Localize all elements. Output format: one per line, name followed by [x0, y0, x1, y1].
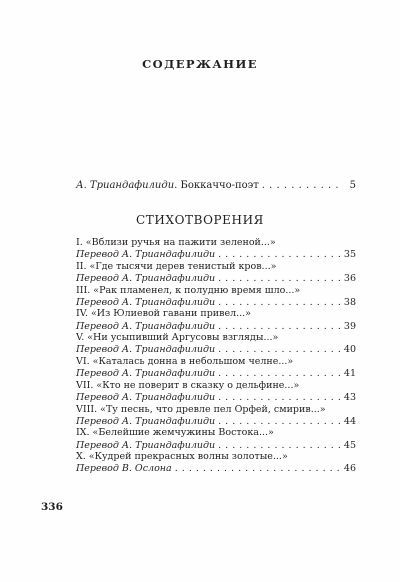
- poem-translator: Перевод А. Триандафилиди: [76, 344, 216, 356]
- poem-page-number: 40: [343, 344, 356, 356]
- poem-translator: Перевод А. Триандафилиди: [76, 415, 216, 427]
- essay-page-number: 5: [349, 180, 356, 191]
- dot-leader: [175, 463, 341, 475]
- dot-leader: [218, 440, 341, 452]
- dot-leader: [218, 392, 341, 404]
- poem-translator: Перевод А. Триандафилиди: [76, 296, 216, 308]
- toc-entry-poem[interactable]: [76, 332, 356, 357]
- poem-title: V. «Ни усыпивший Аргусовы взгляды...»: [76, 332, 279, 344]
- essay-title: . Боккаччо-поэт: [174, 180, 259, 191]
- dot-leader: [218, 249, 341, 261]
- poem-title: VII. «Кто не поверит в сказку о дельфине...»: [76, 379, 300, 391]
- poem-translator: Перевод А. Триандафилиди: [76, 320, 216, 332]
- poem-page-number: 36: [343, 273, 356, 285]
- poem-translator: Перевод А. Триандафилиди: [76, 368, 216, 380]
- poem-translator: Перевод А. Триандафилиди: [76, 439, 216, 451]
- poem-page-number: 46: [343, 463, 356, 475]
- folio-page-number: 336: [41, 501, 63, 513]
- dot-leader: [218, 321, 341, 333]
- page-title: СОДЕРЖАНИЕ: [142, 57, 258, 71]
- poem-title: II. «Где тысячи дерев тенистый кров...»: [76, 260, 277, 272]
- essay-label: [76, 179, 259, 193]
- toc-entry-poem[interactable]: [76, 237, 356, 262]
- poem-translator: Перевод А. Триандафилиди: [76, 273, 216, 285]
- poem-translator: Перевод А. Триандафилиди: [76, 392, 216, 404]
- dot-leader: [262, 179, 341, 193]
- toc-entry-essay[interactable]: [76, 179, 356, 193]
- toc-entry-poem[interactable]: [76, 380, 356, 405]
- dot-leader: [218, 368, 341, 380]
- poem-title: I. «Вблизи ручья на пажити зеленой...»: [76, 237, 276, 248]
- poem-page-number: 44: [343, 415, 356, 427]
- poem-page-number: 43: [343, 392, 356, 404]
- section-title: СТИХОТВОРЕНИЯ: [136, 213, 264, 227]
- poem-title: VI. «Каталась донна в небольшом челне...»: [76, 356, 294, 367]
- toc-entry-poem[interactable]: [76, 404, 356, 429]
- poem-title: III. «Рак пламенел, к полудню время шло...»: [76, 284, 301, 296]
- poem-page-number: 41: [343, 368, 356, 380]
- toc-entry-poem[interactable]: [76, 451, 356, 476]
- poem-page-number: 35: [343, 249, 356, 261]
- dot-leader: [218, 416, 341, 428]
- toc-entry-poem[interactable]: [76, 308, 356, 333]
- poem-page-number: 39: [343, 320, 356, 332]
- poem-page-number: 38: [343, 296, 356, 308]
- poem-page-number: 45: [343, 439, 356, 451]
- poem-translator: Перевод А. Триандафилиди: [76, 249, 216, 261]
- poem-title: IV. «Из Юлиевой гавани привел...»: [76, 308, 251, 320]
- toc-entry-poem[interactable]: [76, 356, 356, 381]
- poem-title: X. «Кудрей прекрасных волны золотые...»: [76, 451, 288, 463]
- dot-leader: [218, 273, 341, 285]
- poem-title: IX. «Белейшие жемчужины Востока...»: [76, 427, 274, 439]
- toc-entry-poem[interactable]: [76, 261, 356, 286]
- toc-entry-poem[interactable]: [76, 285, 356, 310]
- poem-translator: Перевод В. Ослона: [76, 463, 172, 475]
- dot-leader: [218, 344, 341, 356]
- essay-author: А. Триандафилиди: [76, 180, 175, 191]
- poem-title: VIII. «Ту песнь, что древле пел Орфей, смирив...»: [76, 403, 326, 415]
- dot-leader: [218, 297, 341, 309]
- toc-entry-poem[interactable]: [76, 427, 356, 452]
